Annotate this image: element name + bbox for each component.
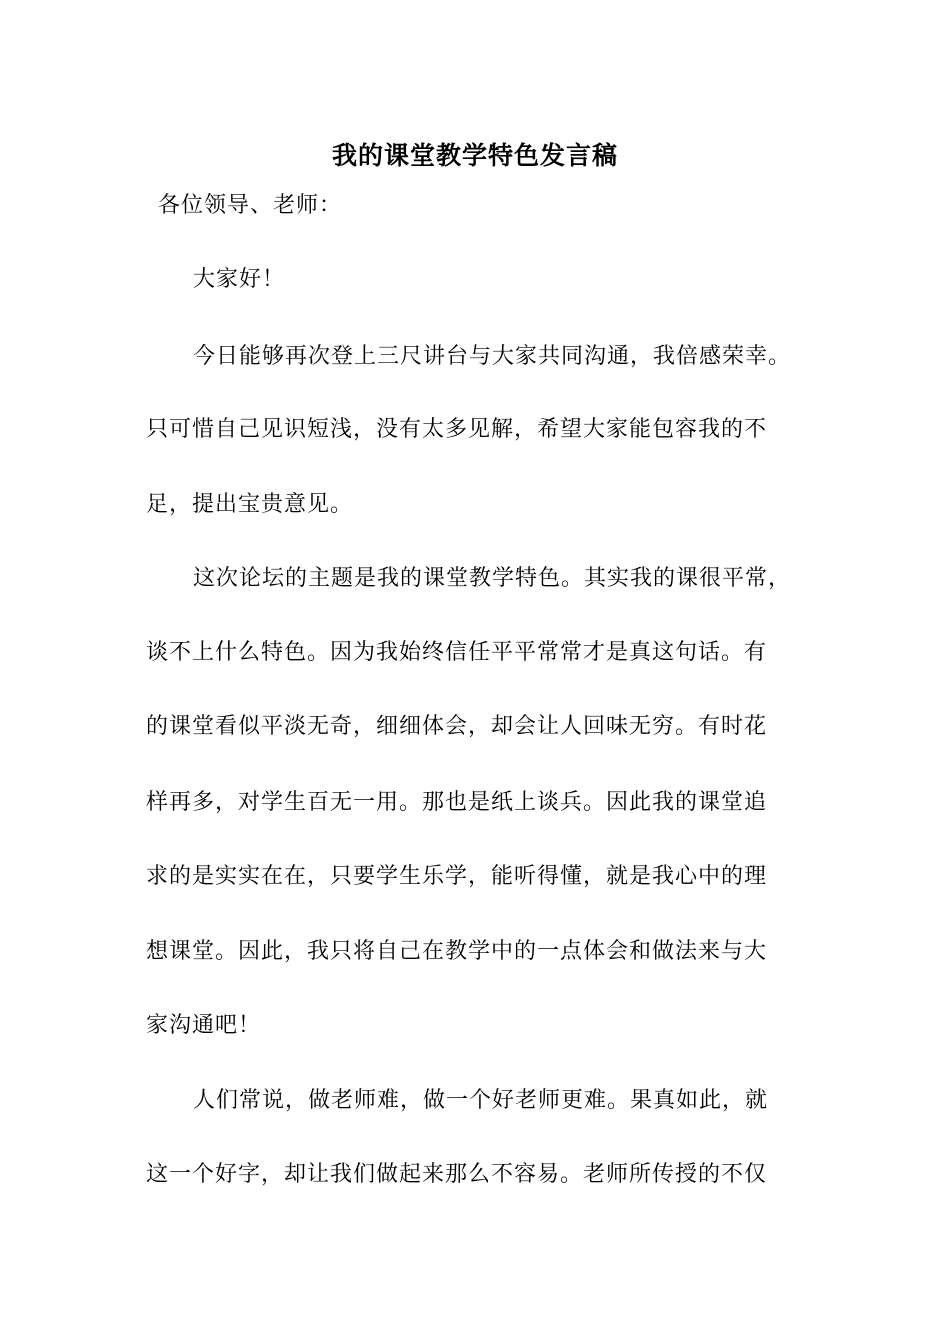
paragraph-line: 这次论坛的主题是我的课堂教学特色。其实我的课很平常， (193, 566, 792, 591)
paragraph-line: 大家好！ (193, 267, 286, 292)
paragraph-line: 足，提出宝贵意见。 (146, 492, 354, 517)
paragraph-line: 想课堂。因此，我只将自己在教学中的一点体会和做法来与大 (146, 939, 768, 964)
paragraph-line: 只可惜自己见识短浅，没有太多见解，希望大家能包容我的不 (146, 417, 768, 442)
paragraph-line: 家沟通吧！ (146, 1013, 262, 1038)
document-title: 我的课堂教学特色发言稿 (331, 141, 618, 170)
paragraph-line: 今日能够再次登上三尺讲台与大家共同沟通，我倍感荣幸。 (193, 344, 792, 369)
paragraph-line: 人们常说，做老师难，做一个好老师更难。果真如此，就 (193, 1088, 769, 1113)
salutation: 各位领导、老师： (158, 193, 343, 218)
paragraph-line: 这一个好字，却让我们做起来那么不容易。老师所传授的不仅 (146, 1162, 768, 1187)
paragraph-line: 样再多，对学生百无一用。那也是纸上谈兵。因此我的课堂追 (146, 790, 768, 815)
paragraph-line: 求的是实实在在，只要学生乐学，能听得懂，就是我心中的理 (146, 864, 768, 889)
paragraph-line: 谈不上什么特色。因为我始终信任平平常常才是真这句话。有 (146, 640, 768, 665)
paragraph-line: 的课堂看似平淡无奇，细细体会，却会让人回味无穷。有时花 (146, 714, 768, 739)
